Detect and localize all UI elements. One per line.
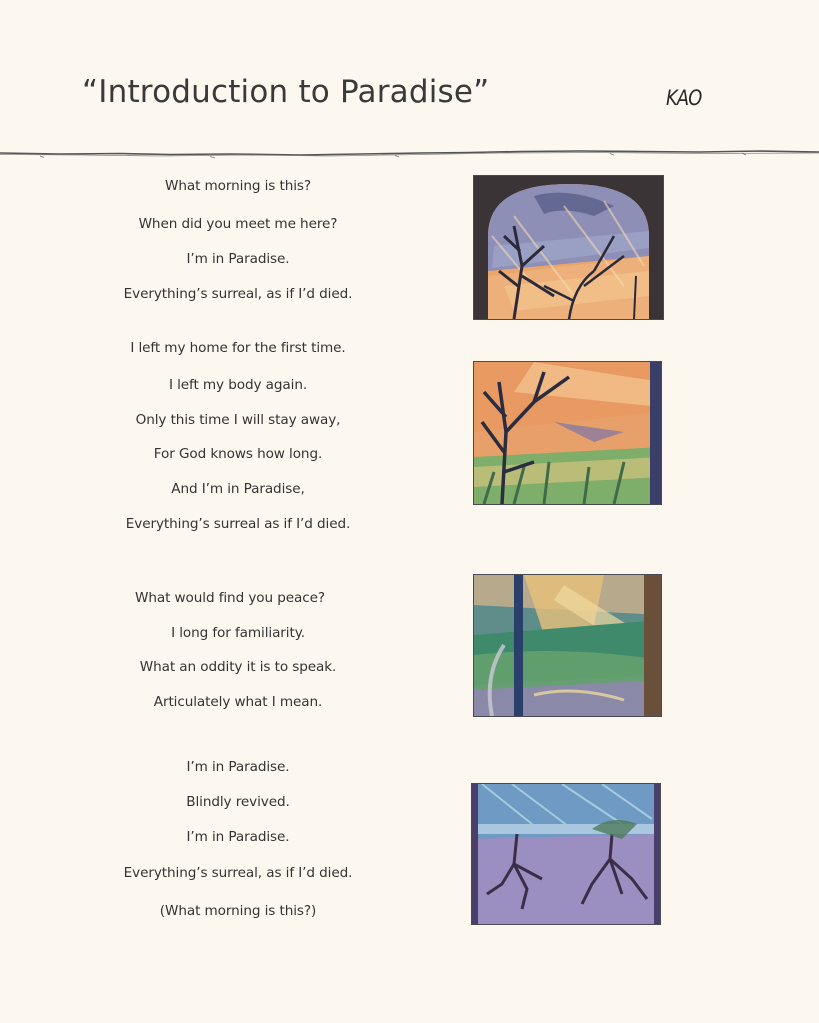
painting-arched-window: [474, 176, 663, 319]
author-signature: KAO: [666, 86, 702, 110]
poem-line: I’m in Paradise.: [186, 759, 290, 775]
poem-line: I long for familiarity.: [171, 625, 305, 641]
poem-line: What would find you peace?: [134, 590, 326, 606]
poem-line: For God knows how long.: [153, 446, 323, 462]
poem-line: Articulately what I mean.: [153, 694, 323, 710]
poem-line: Everything’s surreal, as if I’d died.: [123, 865, 353, 881]
poem-line: When did you meet me here?: [138, 216, 338, 232]
torn-edge-divider: [0, 140, 819, 164]
painting-green-fields: [474, 575, 661, 716]
painting-bare-tree: [474, 362, 661, 504]
poem-line: I left my body again.: [168, 377, 308, 393]
poem-line: And I’m in Paradise,: [171, 481, 305, 497]
poem-line: Everything’s surreal as if I’d died.: [125, 516, 351, 532]
poem-line: Only this time I will stay away,: [135, 412, 341, 428]
poem-line: I’m in Paradise.: [186, 829, 290, 845]
poem-line: (What morning is this?): [159, 903, 317, 919]
poem-line: What morning is this?: [164, 178, 311, 194]
poem-line: Everything’s surreal, as if I’d died.: [123, 286, 353, 302]
painting-window-roots: [472, 784, 660, 924]
poem-line: I left my home for the first time.: [130, 340, 346, 356]
page-title: “Introduction to Paradise”: [82, 74, 490, 110]
poem-line: Blindly revived.: [186, 794, 290, 810]
poem-line: I’m in Paradise.: [186, 251, 290, 267]
poem-line: What an oddity it is to speak.: [139, 659, 337, 675]
